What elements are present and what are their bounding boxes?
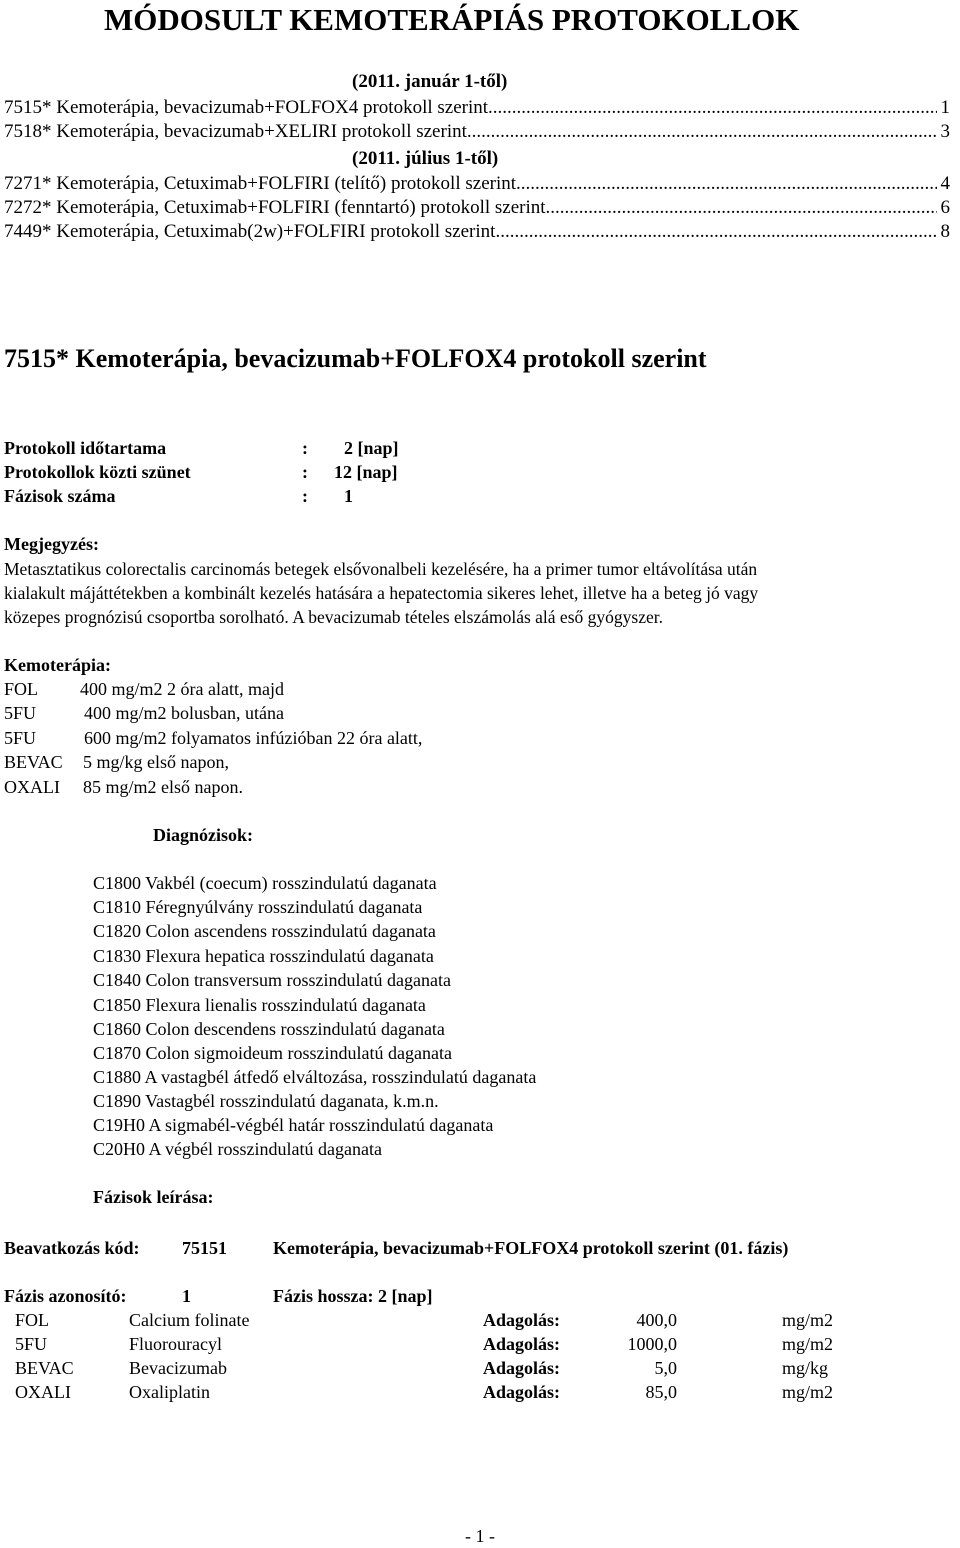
toc-item-text: 7271* Kemoterápia, Cetuximab+FOLFIRI (telítő) protokoll szerint — [4, 173, 517, 194]
procedure-label: Beavatkozás kód: — [4, 1238, 140, 1258]
drug-unit: mg/kg — [782, 1358, 829, 1378]
diagnosis-item: C1850 Flexura lienalis rosszindulatú daganata — [93, 995, 426, 1015]
toc-leader — [488, 97, 936, 121]
diagnosis-item: C1880 A vastagbél átfedő elváltozása, rosszindulatú daganata — [93, 1067, 537, 1087]
drug-unit: mg/m2 — [782, 1382, 834, 1402]
diagnosis-item: C1800 Vakbél (coecum) rosszindulatú daganata — [93, 873, 437, 893]
note-line: közepes prognózisú csoportba sorolható. A bevacizumab tételes elszámolás alá eső gyógyszer. — [4, 607, 663, 627]
chemo-row — [4, 677, 284, 701]
param-label: Protokoll időtartama — [4, 438, 167, 458]
drug-adm-label: Adagolás: — [483, 1382, 561, 1402]
toc-item-text: 7518* Kemoterápia, bevacizumab+XELIRI protokoll szerint — [4, 121, 467, 142]
toc-item[interactable] — [4, 173, 950, 197]
toc-item[interactable] — [4, 221, 950, 245]
param-value: 2 [nap] — [344, 438, 399, 458]
chemo-row — [4, 726, 422, 750]
chemo-drug: FOL — [4, 679, 39, 699]
diagnosis-item: C1810 Féregnyúlvány rosszindulatú daganata — [93, 897, 423, 917]
drug-amount: 400,0 — [636, 1310, 677, 1330]
phase-length: Fázis hossza: 2 [nap] — [273, 1286, 433, 1306]
drug-name: Oxaliplatin — [129, 1382, 210, 1402]
chemo-dose: 600 mg/m2 folyamatos infúzióban 22 óra alatt, — [84, 728, 423, 748]
drug-amount: 85,0 — [645, 1382, 677, 1402]
toc-item[interactable] — [4, 197, 950, 221]
drug-unit: mg/m2 — [782, 1334, 834, 1354]
diagnosis-item: C1870 Colon sigmoideum rosszindulatú daganata — [93, 1043, 452, 1063]
chemo-row — [4, 775, 243, 799]
toc-leader — [467, 121, 937, 145]
drug-amount: 1000,0 — [627, 1334, 677, 1354]
chemo-dose: 400 mg/m2 bolusban, utána — [84, 703, 284, 723]
chemo-drug: BEVAC — [4, 752, 63, 772]
drug-name: Fluorouracyl — [129, 1334, 222, 1354]
drug-amount: 5,0 — [654, 1358, 677, 1378]
toc-item[interactable] — [4, 121, 950, 145]
drug-code: BEVAC — [15, 1358, 74, 1378]
toc-heading: (2011. január 1-től) — [352, 71, 508, 92]
chemo-row — [4, 750, 229, 774]
section-title: 7515* Kemoterápia, bevacizumab+FOLFOX4 protokoll szerint — [4, 344, 707, 373]
toc-item-page: 4 — [940, 173, 950, 194]
toc-item-text: 7449* Kemoterápia, Cetuximab(2w)+FOLFIRI protokoll szerint — [4, 221, 496, 242]
toc-leader — [516, 173, 936, 197]
param-colon: : — [302, 486, 308, 506]
diagnosis-item: C1830 Flexura hepatica rosszindulatú daganata — [93, 946, 434, 966]
toc-item-page: 3 — [940, 121, 950, 142]
page-title: MÓDOSULT KEMOTERÁPIÁS PROTOKOLLOK — [104, 2, 800, 37]
chemo-label: Kemoterápia: — [4, 655, 111, 675]
toc-item[interactable] — [4, 97, 950, 121]
toc-item-page: 6 — [940, 197, 950, 218]
chemo-dose: 5 mg/kg első napon, — [83, 752, 229, 772]
note-label: Megjegyzés: — [4, 534, 99, 554]
page-number: - 1 - — [465, 1526, 495, 1546]
chemo-row — [4, 701, 284, 725]
param-label: Protokollok közti szünet — [4, 462, 191, 482]
drug-code: FOL — [15, 1310, 50, 1330]
drug-name: Bevacizumab — [129, 1358, 227, 1378]
toc-leader — [495, 221, 936, 245]
chemo-drug: 5FU — [4, 728, 37, 748]
diagnosis-item: C1890 Vastagbél rosszindulatú daganata, k.m.n. — [93, 1091, 439, 1111]
diagnoses-label: Diagnózisok: — [153, 825, 254, 845]
drug-code: OXALI — [15, 1382, 71, 1402]
param-colon: : — [302, 438, 308, 458]
diagnosis-item: C19H0 A sigmabél-végbél határ rosszindulatú daganata — [93, 1115, 494, 1135]
chemo-drug: OXALI — [4, 777, 60, 797]
chemo-dose: 400 mg/m2 2 óra alatt, majd — [80, 679, 284, 699]
toc-heading: (2011. július 1-től) — [352, 148, 499, 169]
procedure-name: Kemoterápia, bevacizumab+FOLFOX4 protokoll szerint (01. fázis) — [273, 1238, 789, 1258]
toc-item-page: 8 — [940, 221, 950, 242]
phase-id-label: Fázis azonosító: — [4, 1286, 127, 1306]
param-value: 12 [nap] — [334, 462, 398, 482]
note-line: kialakult májáttétekben a kombinált kezelés hatására a hepatectomia sikeres lehet, illetve ha a beteg jó vagy — [4, 583, 759, 603]
param-value: 1 — [344, 486, 353, 506]
drug-name: Calcium folinate — [129, 1310, 250, 1330]
diagnosis-item: C1860 Colon descendens rosszindulatú daganata — [93, 1019, 445, 1039]
diagnosis-item: C1840 Colon transversum rosszindulatú daganata — [93, 970, 451, 990]
param-label: Fázisok száma — [4, 486, 116, 506]
drug-adm-label: Adagolás: — [483, 1310, 561, 1330]
diagnosis-item: C1820 Colon ascendens rosszindulatú daganata — [93, 921, 436, 941]
toc-item-text: 7272* Kemoterápia, Cetuximab+FOLFIRI (fenntartó) protokoll szerint — [4, 197, 546, 218]
note-line: Metasztatikus colorectalis carcinomás betegek elsővonalbeli kezelésére, ha a primer tumor eltávolítása után — [4, 559, 758, 579]
param-colon: : — [302, 462, 308, 482]
phases-label: Fázisok leírása: — [93, 1187, 214, 1207]
procedure-code: 75151 — [182, 1238, 227, 1258]
drug-code: 5FU — [15, 1334, 48, 1354]
drug-unit: mg/m2 — [782, 1310, 834, 1330]
toc-item-page: 1 — [940, 97, 950, 118]
diagnosis-item: C20H0 A végbél rosszindulatú daganata — [93, 1139, 382, 1159]
chemo-dose: 85 mg/m2 első napon. — [83, 777, 243, 797]
toc-item-text: 7515* Kemoterápia, bevacizumab+FOLFOX4 protokoll szerint — [4, 97, 489, 118]
phase-id: 1 — [182, 1286, 191, 1306]
toc-leader — [546, 197, 937, 221]
chemo-drug: 5FU — [4, 703, 37, 723]
drug-adm-label: Adagolás: — [483, 1334, 561, 1354]
drug-adm-label: Adagolás: — [483, 1358, 561, 1378]
